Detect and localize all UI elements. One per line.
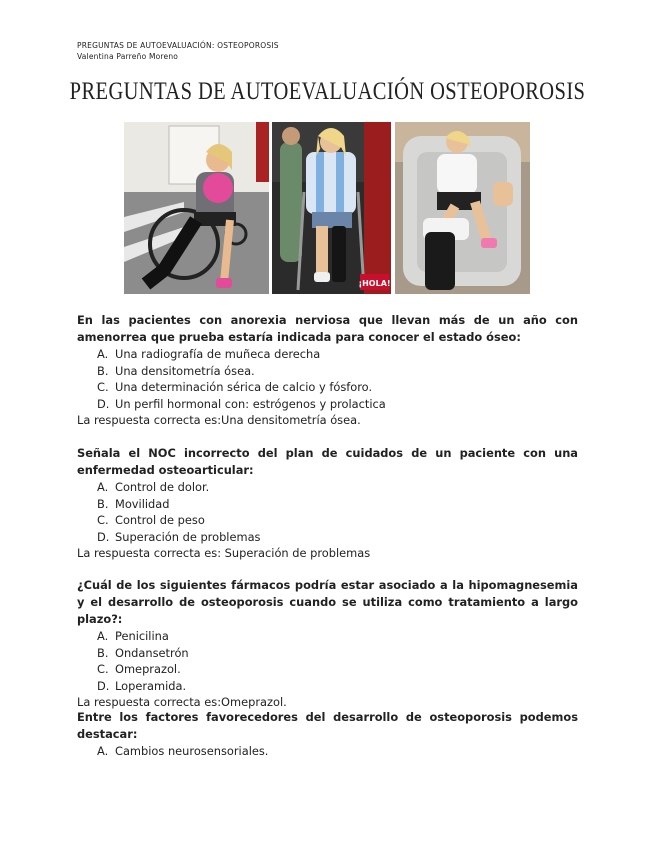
header-author: Valentina Parreño Moreno xyxy=(77,52,179,61)
option-letter: D. xyxy=(97,678,110,693)
question-1 xyxy=(77,312,578,429)
option-text: Superación de problemas xyxy=(115,529,261,544)
correct-answer: La respuesta correcta es:Una densitometría ósea. xyxy=(77,413,361,427)
option-text: Omeprazol. xyxy=(115,662,181,676)
option-list xyxy=(77,628,578,694)
option-c xyxy=(77,379,578,396)
option-c xyxy=(77,512,578,529)
option-text: Cambios neurosensoriales. xyxy=(115,744,269,758)
option-letter: A. xyxy=(97,744,109,758)
option-text: Loperamida. xyxy=(115,678,187,693)
option-letter: B. xyxy=(97,496,109,511)
option-b xyxy=(77,496,578,513)
option-list xyxy=(77,346,578,412)
option-letter: A. xyxy=(97,629,109,643)
question-text: ¿Cuál de los siguientes fármacos podría estar asociado a la hipomagnesemia y el desarrollo de osteoporosis cuando se utiliza como tratamiento a largo plazo?: xyxy=(77,578,578,626)
option-letter: A. xyxy=(97,480,109,494)
option-text: Un perfil hormonal con: estrógenos y prolactica xyxy=(115,396,386,411)
correct-answer: La respuesta correcta es: Superación de problemas xyxy=(77,546,371,560)
option-a xyxy=(77,743,578,760)
option-a xyxy=(77,479,578,496)
option-a xyxy=(77,628,578,645)
question-text: Señala el NOC incorrecto del plan de cuidados de un paciente con una enfermedad osteoarticular: xyxy=(77,446,578,477)
option-d xyxy=(77,396,578,413)
document-title: PREGUNTAS DE AUTOEVALUACIÓN OSTEOPOROSIS xyxy=(69,78,586,105)
option-letter: B. xyxy=(97,645,109,660)
page-header xyxy=(77,40,279,62)
option-letter: C. xyxy=(97,513,109,527)
option-d xyxy=(77,678,578,695)
option-letter: C. xyxy=(97,662,109,676)
option-letter: A. xyxy=(97,347,109,361)
option-letter: D. xyxy=(97,529,110,544)
option-text: Una densitometría ósea. xyxy=(115,363,255,378)
header-title: PREGUNTAS DE AUTOEVALUACIÓN: OSTEOPOROSIS xyxy=(77,41,279,50)
option-text: Movilidad xyxy=(115,496,170,511)
photo-wheelchair xyxy=(124,122,269,294)
photo-badge: ¡HOLA! xyxy=(358,279,391,288)
question-4 xyxy=(77,709,578,760)
photo-recliner xyxy=(395,122,530,294)
option-b xyxy=(77,363,578,380)
option-c xyxy=(77,661,578,678)
option-text: Control de dolor. xyxy=(115,480,210,494)
option-text: Ondansetrón xyxy=(115,645,189,660)
correct-answer: La respuesta correcta es:Omeprazol. xyxy=(77,695,287,709)
option-text: Penicilina xyxy=(115,629,169,643)
option-text: Control de peso xyxy=(115,513,205,527)
option-text: Una determinación sérica de calcio y fósforo. xyxy=(115,380,373,394)
option-list xyxy=(77,479,578,545)
question-2 xyxy=(77,445,578,562)
question-3 xyxy=(77,577,578,711)
photo-crutches xyxy=(272,122,391,294)
question-text: Entre los factores favorecedores del desarrollo de osteoporosis podemos destacar: xyxy=(77,710,578,741)
option-d xyxy=(77,529,578,546)
option-letter: D. xyxy=(97,396,110,411)
option-list xyxy=(77,743,578,760)
option-letter: B. xyxy=(97,363,109,378)
option-a xyxy=(77,346,578,363)
option-b xyxy=(77,645,578,662)
option-letter: C. xyxy=(97,380,109,394)
option-text: Una radiografía de muñeca derecha xyxy=(115,347,321,361)
question-text: En las pacientes con anorexia nerviosa que llevan más de un año con amenorrea que prueba estaría indicada para conocer el estado óseo: xyxy=(77,313,578,344)
